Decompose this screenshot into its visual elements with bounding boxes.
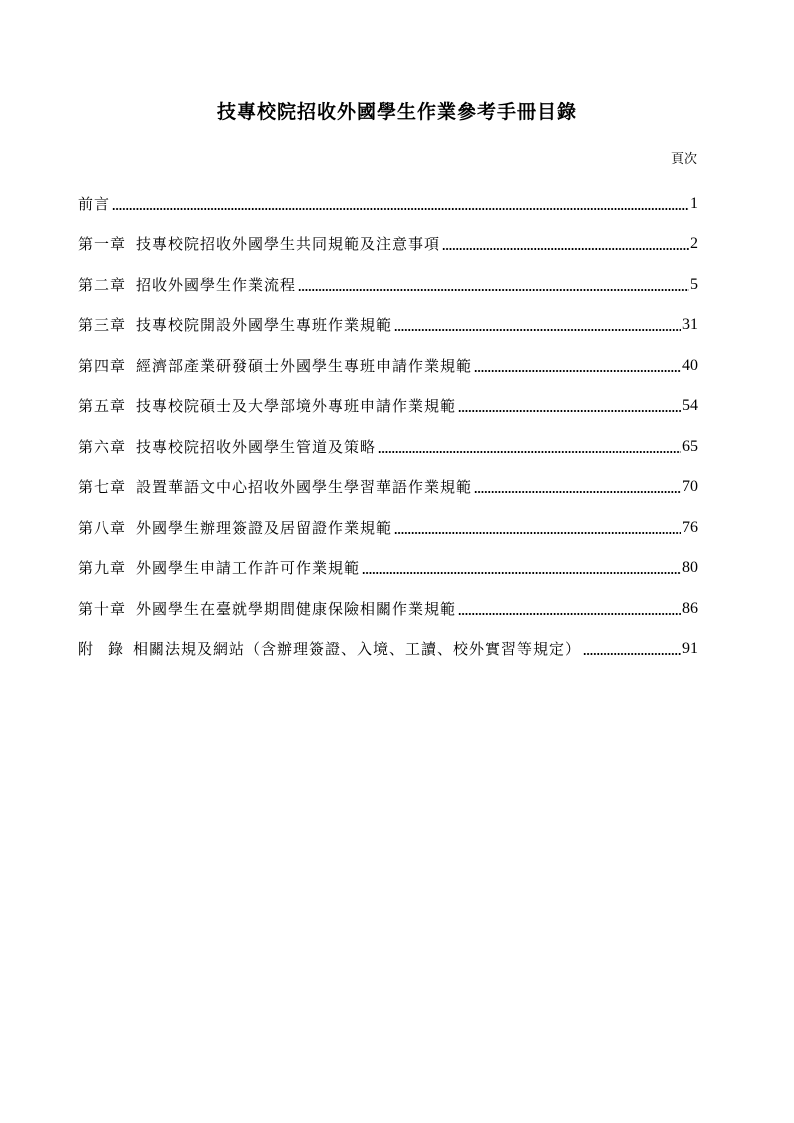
toc-chapter-label: 第七章 <box>78 478 127 496</box>
toc-entry-chapter-2[interactable] <box>78 257 698 298</box>
toc-entry-chapter-1[interactable] <box>78 217 698 258</box>
toc-page-number: 5 <box>690 275 698 293</box>
toc-chapter-label: 第九章 <box>78 559 127 577</box>
toc-page-number: 31 <box>682 316 698 333</box>
toc-leader-dots <box>442 247 689 251</box>
document-title: 技專校院招收外國學生作業參考手冊目錄 <box>216 101 577 123</box>
toc-leader-dots <box>458 612 681 616</box>
toc-chapter-label: 第八章 <box>78 518 127 537</box>
toc-entry-chapter-6[interactable] <box>78 419 698 460</box>
table-of-contents <box>78 176 698 662</box>
toc-entry-preface[interactable] <box>78 176 698 217</box>
toc-chapter-title: 設置華語文中心招收外國學生學習華語作業規範 <box>136 478 473 496</box>
toc-leader-dots <box>112 207 689 211</box>
toc-leader-dots <box>298 288 689 292</box>
toc-chapter-title: 技專校院開設外國學生專班作業規範 <box>136 316 393 334</box>
toc-leader-dots <box>458 409 681 413</box>
toc-chapter-label: 第四章 <box>78 356 127 375</box>
toc-chapter-title: 外國學生辦理簽證及居留證作業規範 <box>136 518 393 537</box>
toc-entry-chapter-4[interactable] <box>78 338 698 379</box>
toc-chapter-label: 第二章 <box>78 275 127 294</box>
toc-entry-appendix[interactable] <box>78 622 698 663</box>
toc-leader-dots <box>394 328 681 332</box>
toc-chapter-label: 前言 <box>78 194 111 213</box>
toc-chapter-title: 外國學生在臺就學期間健康保險相關作業規範 <box>136 599 457 618</box>
toc-page-number: 40 <box>682 356 698 374</box>
toc-leader-dots <box>378 450 681 454</box>
toc-leader-dots <box>394 531 681 535</box>
page-number-column-label: 頁次 <box>670 152 697 167</box>
toc-page-number: 2 <box>690 235 698 252</box>
toc-chapter-title: 技專校院碩士及大學部境外專班申請作業規範 <box>136 397 457 415</box>
toc-chapter-title: 經濟部產業研發碩士外國學生專班申請作業規範 <box>136 356 473 375</box>
toc-leader-dots <box>474 490 681 494</box>
toc-entry-chapter-8[interactable] <box>78 500 698 541</box>
toc-chapter-label: 第六章 <box>78 437 127 456</box>
toc-chapter-title: 外國學生申請工作許可作業規範 <box>136 559 361 577</box>
toc-chapter-label: 第一章 <box>78 235 127 253</box>
toc-page-number: 91 <box>682 640 698 657</box>
toc-page-number: 80 <box>682 559 698 576</box>
toc-chapter-label: 第十章 <box>78 599 127 618</box>
toc-page-number: 86 <box>682 599 698 617</box>
toc-page-number: 54 <box>682 397 698 414</box>
toc-page-number: 76 <box>682 518 698 536</box>
toc-leader-dots <box>362 571 681 575</box>
toc-leader-dots <box>474 369 681 373</box>
toc-chapter-title: 相關法規及網站（含辦理簽證、入境、工讀、校外實習等規定） <box>133 640 582 658</box>
toc-chapter-label: 第五章 <box>78 397 127 415</box>
toc-entry-chapter-5[interactable] <box>78 379 698 420</box>
toc-leader-dots <box>583 652 681 656</box>
toc-chapter-title: 招收外國學生作業流程 <box>136 275 297 294</box>
toc-chapter-label: 第三章 <box>78 316 127 334</box>
toc-entry-chapter-10[interactable] <box>78 581 698 622</box>
toc-entry-chapter-9[interactable] <box>78 541 698 582</box>
toc-entry-chapter-3[interactable] <box>78 298 698 339</box>
toc-page-number: 70 <box>682 478 698 495</box>
toc-page-number: 65 <box>682 437 698 455</box>
toc-chapter-label: 附 錄 <box>78 640 124 658</box>
toc-entry-chapter-7[interactable] <box>78 460 698 501</box>
toc-chapter-title: 技專校院招收外國學生管道及策略 <box>136 437 377 456</box>
toc-chapter-title: 技專校院招收外國學生共同規範及注意事項 <box>136 235 441 253</box>
toc-page-number: 1 <box>690 194 698 212</box>
